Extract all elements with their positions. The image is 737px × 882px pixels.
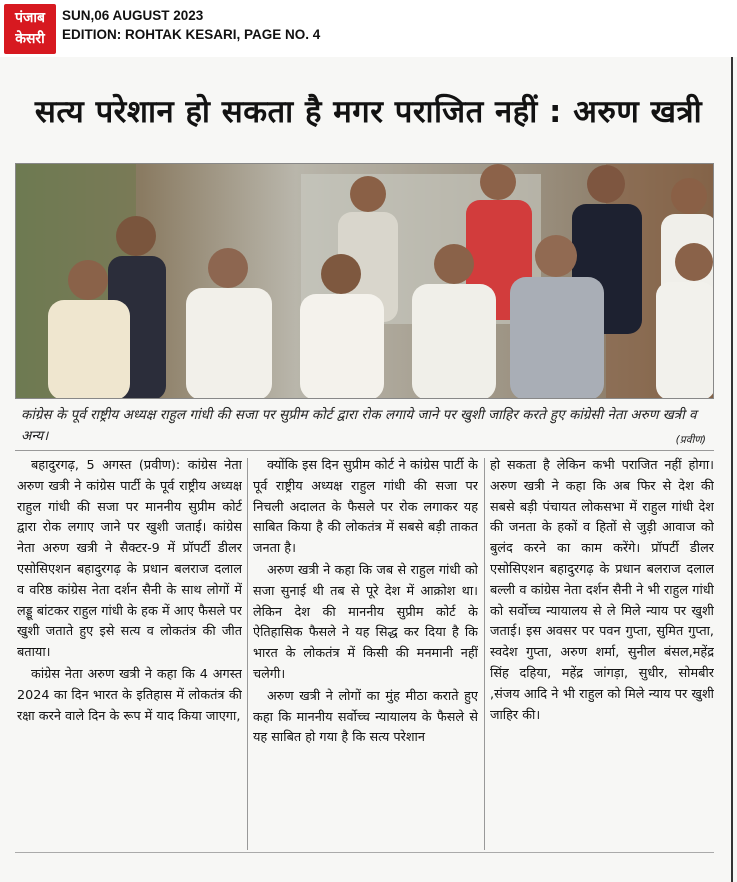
column-divider (247, 458, 248, 850)
logo-line1: पंजाब (15, 10, 45, 26)
page-edge (731, 57, 733, 882)
edition-info: EDITION: ROHTAK KESARI, PAGE NO. 4 (62, 27, 321, 42)
paragraph: अरुण खत्री ने लोगों का मुंह मीठा कराते हुए कहा कि माननीय सर्वोच्च न्यायालय के फैसले से यह साबित हो गया है कि सत्य परेशान (253, 688, 478, 746)
epaper-header (0, 0, 737, 57)
photo-caption (15, 404, 714, 451)
article-headline: सत्य परेशान हो सकता है मगर पराजित नहीं : अरुण खत्री (34, 94, 703, 130)
paragraph: अरुण खत्री ने कहा कि जब से राहुल गांधी को सजा सुनाई थी तब से पूरे देश में आक्रोश था। लेकिन देश की माननीय सुप्रीम कोर्ट के ऐतिहासिक फैसले ने यह सिद्ध कर दिया है कि भारत के लोकतंत्र में किसी की मनमानी नहीं चलेगी। (253, 562, 478, 682)
article-body (15, 456, 714, 854)
column-divider (484, 458, 485, 850)
caption-text: कांग्रेस के पूर्व राष्ट्रीय अध्यक्ष राहुल गांधी की सजा पर सुप्रीम कोर्ट द्वारा रोक लगाये जाने पर खुशी जाहिर करते हुए कांग्रेसी नेता अरुण खत्री व अन्य। (21, 407, 697, 444)
newspaper-logo[interactable] (4, 4, 56, 54)
paragraph: बहादुरगढ़, 5 अगस्त (प्रवीण): कांग्रेस नेता अरुण खत्री ने कांग्रेस पार्टी के पूर्व राष्ट्रीय अध्यक्ष राहुल गांधी की सजा पर माननीय सुप्रीम कोर्ट द्वारा रोक लगाए जाने पर खुशी जताई। कांग्रेस नेता अरुण खत्री ने सैक्टर-9 में प्रॉपर्टी डीलर एसोसिएशन बहादुरगढ़ के प्रधान बलराज दलाल व वरिष्ठ कांग्रेस नेता दर्शन सैनी के साथ लोगों में लड्डू बांटकर राहुल गांधी के हक में आए फैसले पर खुशी जताते हुए इसे सत्य व लोकतंत्र की जीत बताया। (17, 458, 242, 661)
paragraph: हो सकता है लेकिन कभी पराजित नहीं होगा। अरुण खत्री ने कहा कि अब फिर से देश की सबसे बड़ी पंचायत लोकसभा में राहुल गांधी देश की जनता के हकों व हितों से जुड़ी आवाज को बुलंद करने का काम करेंगे। प्रॉपर्टी डीलर एसोसिएशन बहादुरगढ़ के प्रधान बलराज दलाल बल्ली व कांग्रेस नेता दर्शन सैनी ने भी राहुल गांधी को सर्वोच्च न्यायालय से ले मिले न्याय पर खुशी जताई। इस अवसर पर पवन गुप्ता, सुमित गुप्ता, स्वदेश गुप्ता, अरुण शर्मा, सुनील बंसल,महेंद्र सिंह दहिया, महेंद्र जांगड़ा, सुधीर, सोमबीर ,संजय आदि ने भी राहुल को मिले न्याय पर खुशी जाहिर की। (490, 458, 714, 723)
edition-meta (62, 6, 320, 44)
bottom-rule (15, 852, 714, 853)
article-photo (15, 163, 714, 399)
column-2 (253, 456, 478, 854)
group-photo-illustration (16, 164, 714, 399)
column-3 (490, 456, 714, 854)
logo-line2: केसरी (15, 31, 45, 47)
photo-credit: (प्रवीण) (675, 434, 706, 446)
paragraph: क्योंकि इस दिन सुप्रीम कोर्ट ने कांग्रेस पार्टी के पूर्व राष्ट्रीय अध्यक्ष राहुल गांधी की सजा पर निचली अदालत के फैसले पर रोक लगाकर यह साबित किया है की लोकतंत्र में सबसे बड़ी ताकत जनता है। (253, 458, 478, 557)
column-1 (17, 456, 242, 854)
paragraph: कांग्रेस नेता अरुण खत्री ने कहा कि 4 अगस्त 2024 का दिन भारत के इतिहास में लोकतंत्र की रक्षा करने वाले दिन के रूप में याद किया जाएगा, (17, 666, 242, 724)
publication-date: SUN,06 AUGUST 2023 (62, 8, 204, 23)
